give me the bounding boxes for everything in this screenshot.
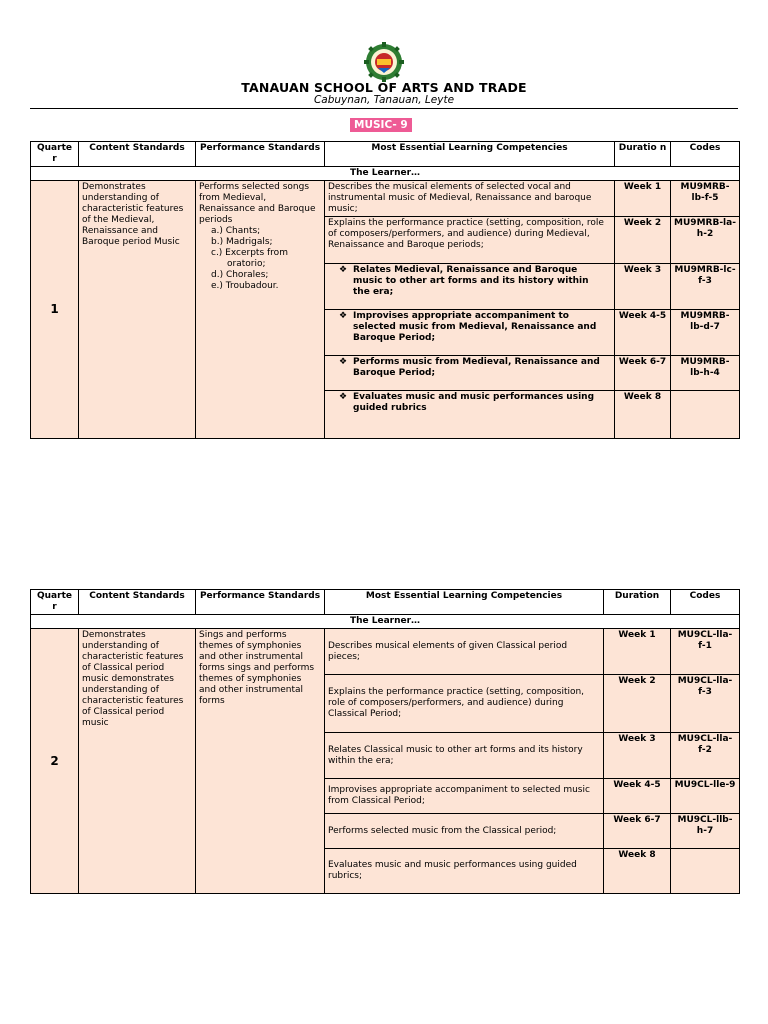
code-cell: MU9MRB-lb-h-4 — [671, 356, 740, 391]
code-cell: MU9CL-lle-9 — [671, 779, 740, 814]
header-codes: Codes — [671, 590, 740, 615]
quarter-1-table — [30, 141, 740, 439]
header-duration: Duratio n — [615, 142, 671, 167]
table-header-row — [31, 590, 740, 615]
competency-text: Evaluates music and music performances using guided rubrics — [353, 392, 595, 413]
code-cell — [671, 849, 740, 894]
code-cell: MU9MRB-la-h-2 — [671, 217, 740, 264]
school-name: TANAUAN SCHOOL OF ARTS AND TRADE — [241, 80, 527, 95]
content-standard: Demonstrates understanding of characteristic features of the Medieval, Renaissance and Baroque period Music — [79, 181, 196, 439]
list-item: a.) Chants; — [211, 226, 261, 236]
list-item: c.) Excerpts from oratorio; — [211, 248, 288, 269]
list-item: d.) Chorales; — [211, 270, 269, 280]
list-item: e.) Troubadour. — [211, 281, 279, 291]
performance-list — [199, 226, 321, 292]
code-cell: MU9CL-lla-f-2 — [671, 733, 740, 779]
competency-cell: Relates Classical music to other art forms and its history within the era; — [325, 733, 604, 779]
diamond-bullet-icon: ❖ — [339, 357, 348, 367]
competency-text: Performs music from Medieval, Renaissance and Baroque Period; — [353, 357, 600, 378]
duration-cell: Week 4-5 — [604, 779, 671, 814]
competency-cell — [325, 310, 615, 356]
header-performance-standards: Performance Standards — [196, 142, 325, 167]
diamond-bullet-icon: ❖ — [339, 265, 348, 275]
duration-cell: Week 2 — [604, 675, 671, 733]
school-address: Cabuynan, Tanauan, Leyte — [313, 94, 455, 106]
competency-cell: Evaluates music and music performances using guided rubrics; — [325, 849, 604, 894]
header-quarter: Quarte r — [31, 142, 79, 167]
competency-cell: Explains the performance practice (setting, composition, role of composers/performers, and audience) during Classical Period; — [325, 675, 604, 733]
quarter-number: 2 — [31, 629, 79, 894]
code-cell: MU9MRB-lb-f-5 — [671, 181, 740, 217]
code-cell: MU9CL-lla-f-1 — [671, 629, 740, 675]
code-cell — [671, 391, 740, 439]
subject-badge: MUSIC- 9 — [350, 118, 412, 132]
learner-label: The Learner… — [31, 615, 740, 629]
duration-cell: Week 8 — [615, 391, 671, 439]
code-cell: MU9CL-llb-h-7 — [671, 814, 740, 849]
header-quarter: Quarte r — [31, 590, 79, 615]
competency-text: Improvises appropriate accompaniment to selected music from Medieval, Renaissance and Baroque Period; — [353, 311, 597, 343]
duration-cell: Week 6-7 — [615, 356, 671, 391]
performance-intro: Performs selected songs from Medieval, Renaissance and Baroque periods — [199, 182, 316, 225]
competency-cell — [325, 264, 615, 310]
competency-cell: Describes musical elements of given Classical period pieces; — [325, 629, 604, 675]
duration-cell: Week 1 — [615, 181, 671, 217]
learner-row — [31, 167, 740, 181]
header-codes: Codes — [671, 142, 740, 167]
header-duration: Duration — [604, 590, 671, 615]
competency-cell — [325, 356, 615, 391]
header-competencies: Most Essential Learning Competencies — [325, 590, 604, 615]
performance-standard — [196, 181, 325, 439]
duration-cell: Week 6-7 — [604, 814, 671, 849]
diamond-bullet-icon: ❖ — [339, 392, 348, 402]
competency-text: Relates Medieval, Renaissance and Baroque music to other art forms and its history within the era; — [353, 265, 589, 297]
table-row — [31, 181, 740, 217]
school-seal-icon — [360, 42, 408, 82]
quarter-number: 1 — [31, 181, 79, 439]
list-item: b.) Madrigals; — [211, 237, 273, 247]
table-row — [31, 629, 740, 675]
competency-cell: Explains the performance practice (setting, composition, role of composers/performers, and audience) during Medieval, Renaissance and Baroque periods; — [325, 217, 615, 264]
header-content-standards: Content Standards — [79, 590, 196, 615]
duration-cell: Week 1 — [604, 629, 671, 675]
competency-cell: Improvises appropriate accompaniment to selected music from Classical Period; — [325, 779, 604, 814]
quarter-2-table — [30, 589, 740, 894]
learner-label: The Learner… — [31, 167, 740, 181]
duration-cell: Week 3 — [604, 733, 671, 779]
learner-row — [31, 615, 740, 629]
competency-cell: Describes the musical elements of selected vocal and instrumental music of Medieval, Renaissance and baroque music; — [325, 181, 615, 217]
duration-cell: Week 3 — [615, 264, 671, 310]
duration-cell: Week 4-5 — [615, 310, 671, 356]
header-content-standards: Content Standards — [79, 142, 196, 167]
table-header-row — [31, 142, 740, 167]
duration-cell: Week 2 — [615, 217, 671, 264]
competency-cell — [325, 391, 615, 439]
code-cell: MU9MRB-lc-f-3 — [671, 264, 740, 310]
diamond-bullet-icon: ❖ — [339, 311, 348, 321]
header-performance-standards: Performance Standards — [196, 590, 325, 615]
header-competencies: Most Essential Learning Competencies — [325, 142, 615, 167]
header-divider — [30, 108, 738, 109]
performance-standard: Sings and performs themes of symphonies and other instrumental forms sings and performs themes of symphonies and other instrumental forms — [196, 629, 325, 894]
code-cell: MU9MRB-lb-d-7 — [671, 310, 740, 356]
competency-cell: Performs selected music from the Classical period; — [325, 814, 604, 849]
code-cell: MU9CL-lla-f-3 — [671, 675, 740, 733]
content-standard: Demonstrates understanding of characteristic features of Classical period music demonstrates understanding of characteristic features of Classical period music — [79, 629, 196, 894]
duration-cell: Week 8 — [604, 849, 671, 894]
